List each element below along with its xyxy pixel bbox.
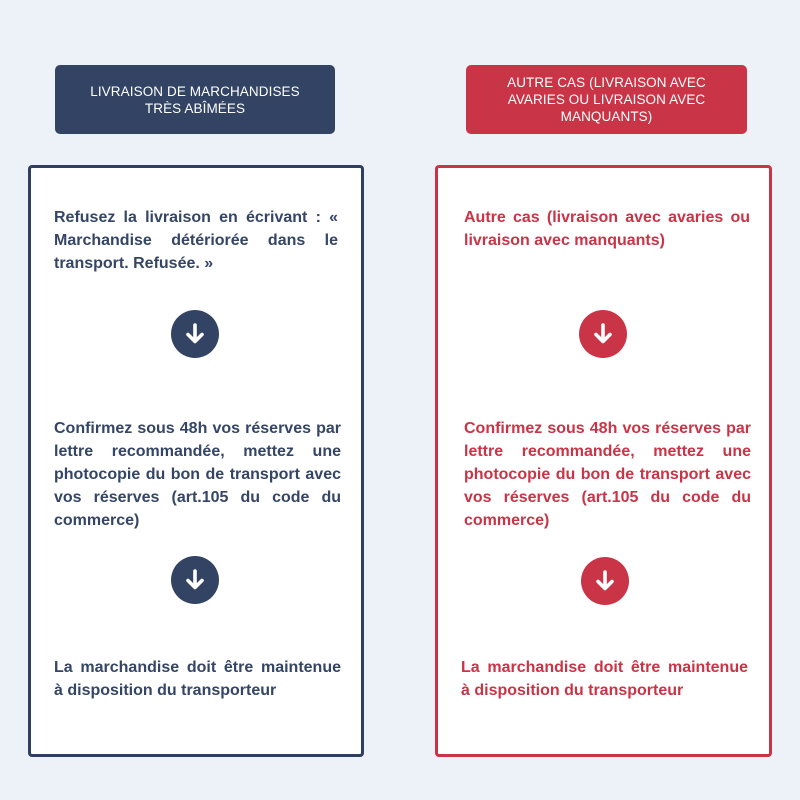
- header-line: AVARIES OU LIVRAISON AVEC: [507, 92, 706, 107]
- header-line: TRÈS ABÎMÉES: [144, 100, 246, 116]
- step-other-case: Autre cas (livraison avec avaries ou livraison avec manquants): [464, 209, 750, 249]
- arrow-down-circle-icon: [579, 310, 627, 358]
- header-line: MANQUANTS): [560, 109, 653, 124]
- header-line: AUTRE CAS (LIVRAISON AVEC: [507, 75, 706, 90]
- step-keep-goods-available: La marchandise doit être maintenue à disposition du transporteur: [54, 659, 341, 699]
- step-keep-goods-available: La marchandise doit être maintenue à disposition du transporteur: [461, 659, 748, 699]
- flow-card-abimees: [28, 165, 364, 757]
- flow-card-autre-cas: [435, 165, 772, 757]
- step-confirm-reserves: Confirmez sous 48h vos réserves par lettre recommandée, mettez une photocopie du bon de transport avec vos réserves (art.105 du code du commerce): [54, 420, 341, 529]
- arrow-down-circle-icon: [581, 557, 629, 605]
- step-confirm-reserves: Confirmez sous 48h vos réserves par lettre recommandée, mettez une photocopie du bon de transport avec vos réserves (art.105 du code du commerce): [464, 420, 751, 529]
- header-line: LIVRAISON DE MARCHANDISES: [90, 83, 300, 99]
- header-livraison-abimees: [55, 65, 335, 134]
- arrow-down-circle-icon: [171, 310, 219, 358]
- header-autre-cas: [466, 65, 747, 134]
- arrow-down-circle-icon: [171, 556, 219, 604]
- step-refuse-delivery: Refusez la livraison en écrivant : « Marchandise détériorée dans le transport. Refusée. »: [54, 209, 338, 272]
